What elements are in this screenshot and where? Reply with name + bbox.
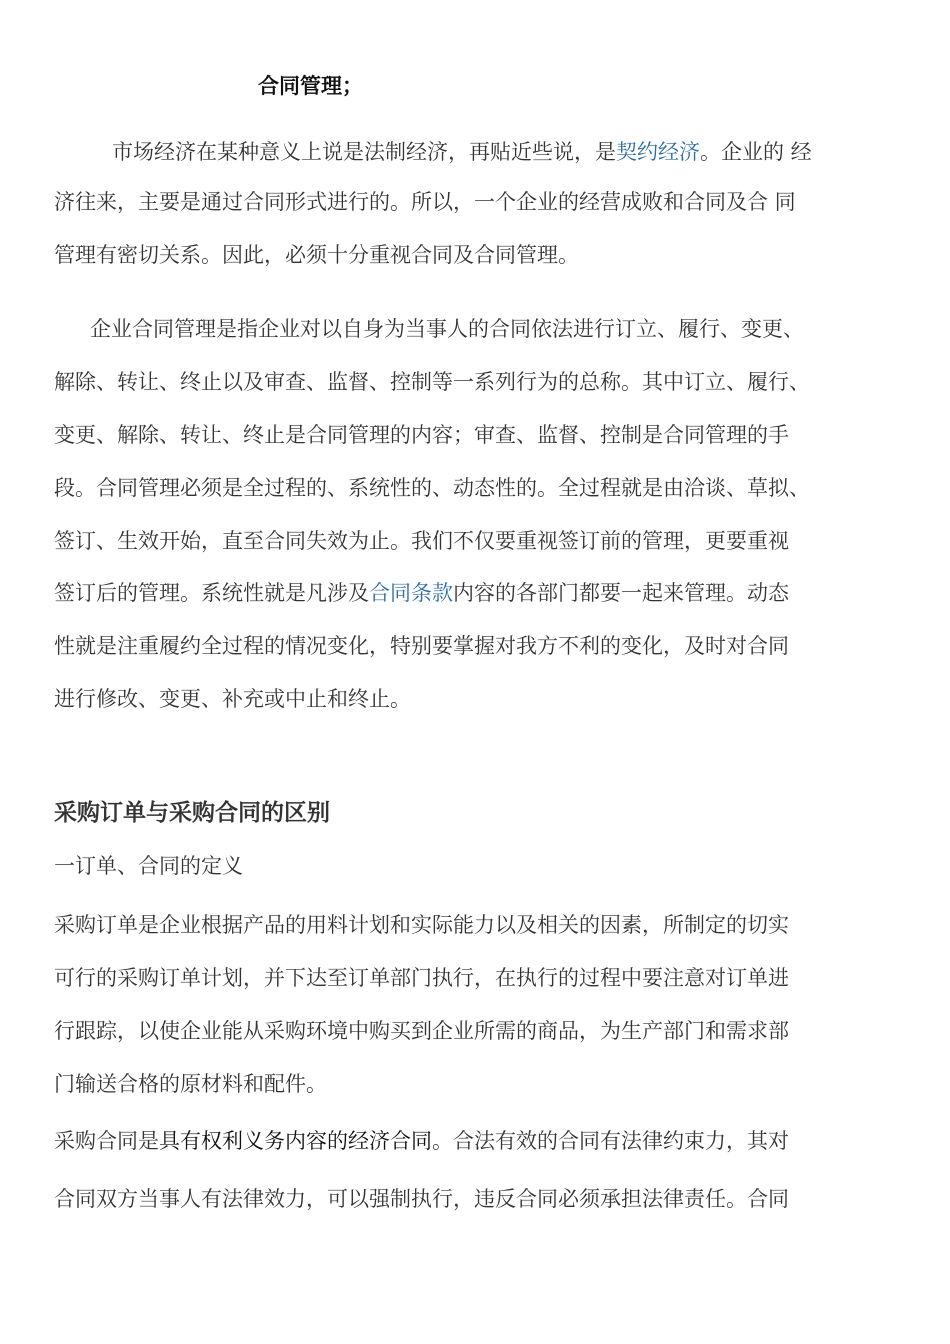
paragraph-2-line-6 — [54, 578, 789, 608]
paragraph-1-line-1 — [112, 137, 812, 167]
paragraph-3-line-1: 采购订单是企业根据产品的用料计划和实际能力以及相关的因素，所制定的切实 — [54, 913, 789, 937]
document-title: 合同管理； — [258, 74, 363, 98]
emphasis-text: 具有权利义务内容的经济合同 — [159, 1129, 432, 1153]
text-span: 内容的各部门都要一起来管理。动态 — [453, 581, 789, 605]
paragraph-2-line-1: 企业合同管理是指企业对以自身为当事人的合同依法进行订立、履行、变更、 — [90, 317, 804, 341]
link-contract-economy[interactable]: 契约经济 — [616, 140, 700, 164]
text-span: 签订后的管理。系统性就是凡涉及 — [54, 581, 369, 605]
paragraph-2-line-7: 性就是注重履约全过程的情况变化，特别要掌握对我方不利的变化，及时对合同 — [54, 634, 789, 658]
text-span: 市场经济在某种意义上说是法制经济，再贴近些说，是 — [112, 140, 616, 164]
paragraph-4-line-2: 合同双方当事人有法律效力，可以强制执行，违反合同必须承担法律责任。合同 — [54, 1187, 789, 1211]
paragraph-2-line-2: 解除、转让、终止以及审查、监督、控制等一系列行为的总称。其中订立、履行、 — [54, 370, 810, 394]
text-span: 。企业的 经 — [700, 140, 812, 164]
paragraph-2-line-5: 签订、生效开始，直至合同失效为止。我们不仅要重视签订前的管理，更要重视 — [54, 529, 789, 553]
paragraph-2-line-3: 变更、解除、转让、终止是合同管理的内容；审查、监督、控制是合同管理的手 — [54, 423, 789, 447]
section-heading: 采购订单与采购合同的区别 — [54, 800, 330, 826]
paragraph-1-line-2: 济往来，主要是通过合同形式进行的。所以，一个企业的经营成败和合同及合 同 — [54, 190, 796, 214]
paragraph-2-line-4: 段。合同管理必须是全过程的、系统性的、动态性的。全过程就是由洽谈、草拟、 — [54, 476, 810, 500]
paragraph-3-line-3: 行跟踪，以使企业能从采购环境中购买到企业所需的商品，为生产部门和需求部 — [54, 1019, 789, 1043]
paragraph-2-line-8: 进行修改、变更、补充或中止和终止。 — [54, 687, 411, 711]
subheading: 一订单、合同的定义 — [54, 854, 243, 878]
link-contract-terms[interactable]: 合同条款 — [369, 581, 453, 605]
text-span: 采购合同是 — [54, 1129, 159, 1153]
text-span: 。合法有效的合同有法律约束力，其对 — [432, 1129, 789, 1153]
paragraph-4-line-1 — [54, 1126, 789, 1156]
paragraph-3-line-2: 可行的采购订单计划，并下达至订单部门执行，在执行的过程中要注意对订单进 — [54, 966, 789, 990]
paragraph-3-line-4: 门输送合格的原材料和配件。 — [54, 1072, 327, 1096]
paragraph-1-line-3: 管理有密切关系。因此，必须十分重视合同及合同管理。 — [54, 243, 579, 267]
